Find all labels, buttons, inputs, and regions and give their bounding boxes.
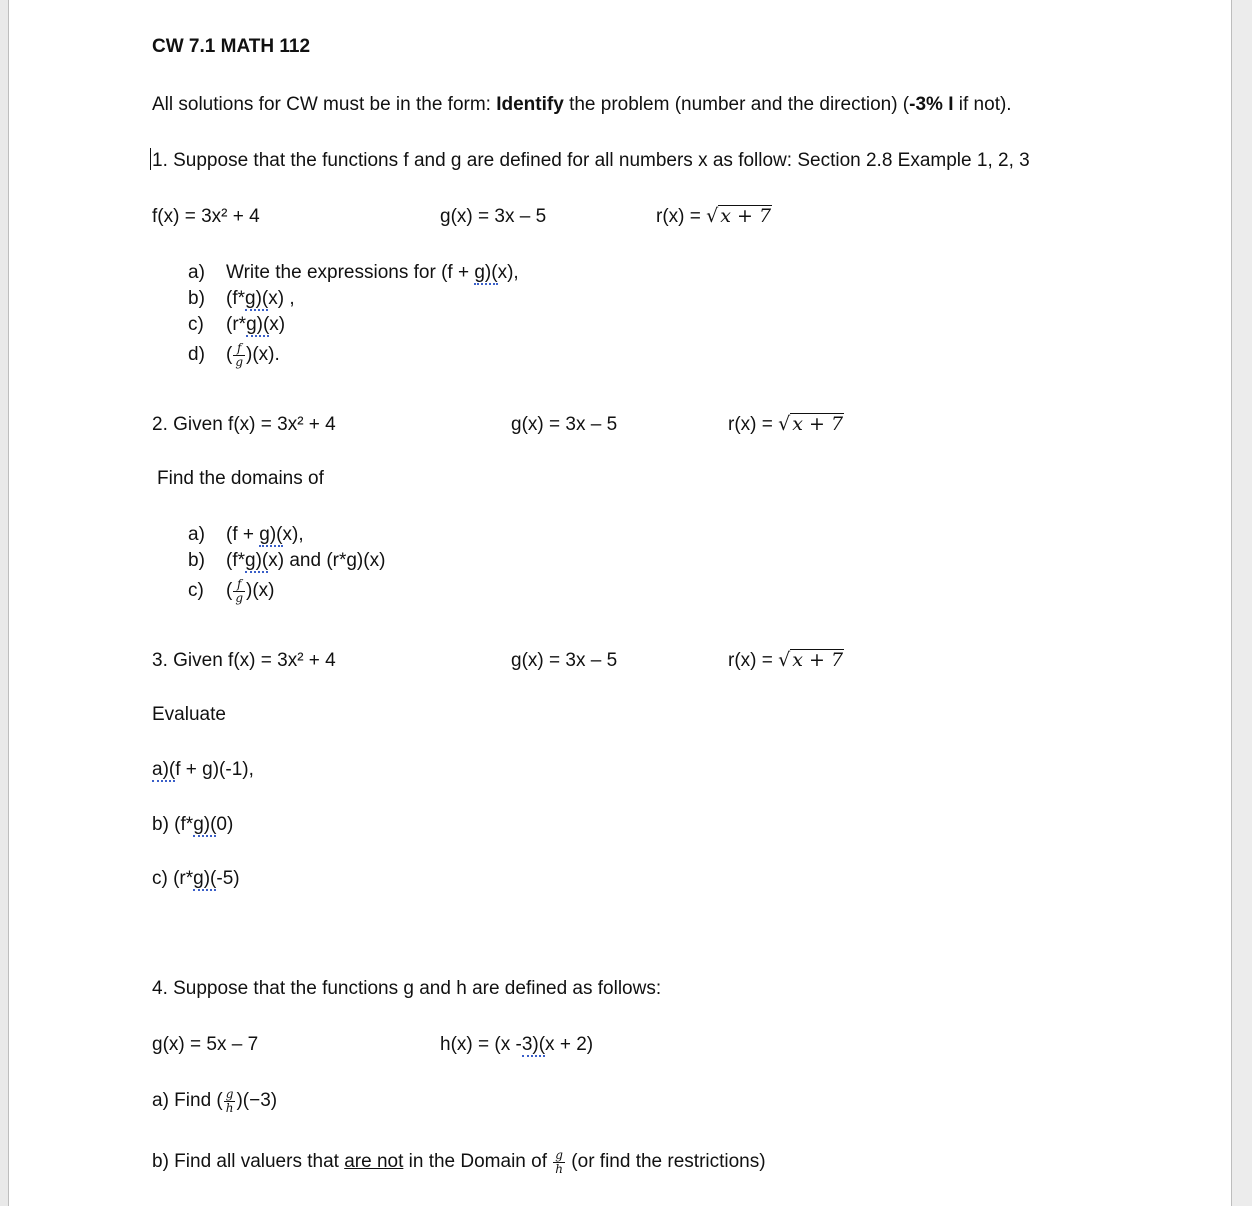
q3-r-prefix: r(x) =: [728, 650, 779, 671]
q1-item-b: [188, 289, 295, 308]
q1-item-b-text-end: x) ,: [268, 288, 295, 309]
q2-item-b-text-end: x) and (r*g)(x): [268, 550, 386, 571]
fraction-denominator: h: [555, 1161, 564, 1176]
q4-item-a: [152, 1088, 277, 1114]
q3-subheading: Evaluate: [152, 704, 226, 725]
q4-prompt: 4. Suppose that the functions g and h are defined as follows:: [152, 978, 662, 999]
spellcheck-mark: g)(: [246, 314, 270, 335]
q4-item-a-text-end: )(−3): [236, 1090, 278, 1112]
instructions-bold-identify: Identify: [496, 94, 564, 115]
fraction-g-over-h: [224, 1088, 236, 1114]
fraction-numerator: f: [233, 342, 245, 356]
q4-item-b-text-mid: in the Domain of: [403, 1151, 553, 1173]
q2-item-a-text-end: x),: [282, 524, 304, 545]
spellcheck-mark: g)(: [193, 814, 217, 835]
fraction-f-over-g: [233, 578, 245, 604]
q1-item-c-text: (r*: [226, 314, 247, 335]
q4-item-b-text-end: (or find the restrictions): [566, 1151, 766, 1173]
q3-item-b-text-end: 0): [216, 814, 234, 835]
fraction-denominator: g: [235, 354, 244, 369]
fraction-denominator: h: [225, 1100, 234, 1115]
q2-item-c-label: c): [188, 580, 204, 602]
q3-item-c-text: c) (r*: [152, 868, 194, 889]
spellcheck-mark: g)(: [193, 868, 217, 889]
instructions-after: if not).: [953, 94, 1012, 115]
q2-r-radicand: x + 7: [792, 413, 844, 435]
q3-prompt: 3. Given f(x) = 3x² + 4: [152, 650, 336, 671]
q4-h-text-end: x + 2): [545, 1034, 594, 1055]
fraction-g-over-h: [553, 1149, 565, 1175]
spellcheck-mark: 3)(: [521, 1034, 546, 1055]
q3-item-c: [152, 869, 240, 888]
q1-g-def: g(x) = 3x – 5: [440, 206, 547, 227]
q1-r-radicand: x + 7: [720, 205, 772, 227]
q1-item-b-label: b): [188, 288, 205, 309]
q2-item-c-text-end: )(x): [246, 580, 275, 602]
fraction-numerator: g: [224, 1088, 236, 1102]
q2-r-def: [728, 413, 844, 434]
q1-item-b-text: (f*: [226, 288, 245, 309]
q2-item-a: [188, 525, 304, 544]
q1-item-d-text-end: )(x).: [246, 344, 280, 366]
q4-item-b: [152, 1149, 766, 1175]
q1-prompt-line: [150, 148, 1030, 170]
q2-g-def: g(x) = 3x – 5: [511, 414, 618, 435]
instructions-middle: the problem (number and the direction) (: [563, 94, 910, 115]
q2-item-c-open: (: [226, 580, 233, 602]
q1-item-c: [188, 315, 285, 334]
fraction-denominator: g: [235, 590, 244, 605]
fraction-f-over-g: [233, 342, 245, 368]
q4-item-b-text: b) Find all valuers that: [152, 1151, 345, 1173]
q3-r-def: [728, 649, 844, 670]
q1-f-def: f(x) = 3x² + 4: [152, 206, 260, 227]
q3-r-radicand: x + 7: [792, 649, 844, 671]
page-right-edge: [1231, 0, 1252, 1206]
q2-item-c: [188, 578, 275, 604]
q1-r-prefix: r(x) =: [656, 206, 707, 227]
q3-item-c-text-end: -5): [216, 868, 240, 889]
q1-prompt: 1. Suppose that the functions f and g are defined for all numbers x as follow: Section 2.8 Example 1, 2, 3: [152, 150, 1030, 171]
instructions-bold-penalty: -3% I: [909, 94, 954, 115]
q1-item-d: [188, 342, 280, 368]
q2-prompt: 2. Given f(x) = 3x² + 4: [152, 414, 336, 435]
q1-item-d-open: (: [226, 344, 233, 366]
sqrt-symbol: √: [706, 205, 719, 227]
q3-item-a-text: f + g)(-1),: [175, 759, 254, 780]
q4-item-b-underlined: are not: [344, 1151, 404, 1173]
q4-h-text: h(x) = (x -: [440, 1034, 522, 1055]
q2-r-prefix: r(x) =: [728, 414, 779, 435]
q2-item-a-label: a): [188, 524, 205, 545]
spellcheck-mark: g)(: [259, 524, 283, 545]
q2-item-b-label: b): [188, 550, 205, 571]
q1-item-a-text-end: x),: [497, 262, 519, 283]
spellcheck-mark: a)(: [152, 759, 176, 780]
sqrt-symbol: √: [778, 413, 791, 435]
text-cursor: [150, 148, 151, 170]
q1-item-c-label: c): [188, 314, 204, 335]
q2-item-b-text: (f*: [226, 550, 245, 571]
q1-item-a-text: Write the expressions for (f +: [226, 262, 475, 283]
q4-g-def: g(x) = 5x – 7: [152, 1034, 259, 1055]
spellcheck-mark: g)(: [474, 262, 498, 283]
q1-item-a-label: a): [188, 262, 205, 283]
fraction-numerator: f: [233, 578, 245, 592]
q4-item-a-text: a) Find (: [152, 1090, 223, 1112]
q3-item-a: [152, 760, 254, 779]
page-title: CW 7.1 MATH 112: [152, 36, 311, 57]
q2-subheading: Find the domains of: [157, 468, 324, 489]
instructions-before: All solutions for CW must be in the form:: [152, 94, 497, 115]
fraction-numerator: g: [553, 1149, 565, 1163]
q3-g-def: g(x) = 3x – 5: [511, 650, 618, 671]
q1-item-c-text-end: x): [269, 314, 286, 335]
q3-item-b-text: b) (f*: [152, 814, 194, 835]
spellcheck-mark: g)(: [245, 288, 269, 309]
sqrt-symbol: √: [778, 649, 791, 671]
spellcheck-mark: g)(: [245, 550, 269, 571]
q1-item-a: [188, 263, 519, 282]
q2-item-a-text: (f +: [226, 524, 260, 545]
q4-h-def: [440, 1035, 593, 1054]
page-left-edge: [0, 0, 9, 1206]
instructions: [152, 95, 1012, 114]
q1-item-d-label: d): [188, 344, 205, 366]
q2-item-b: [188, 551, 385, 570]
q3-item-b: [152, 815, 233, 834]
q1-r-def: [656, 205, 772, 226]
